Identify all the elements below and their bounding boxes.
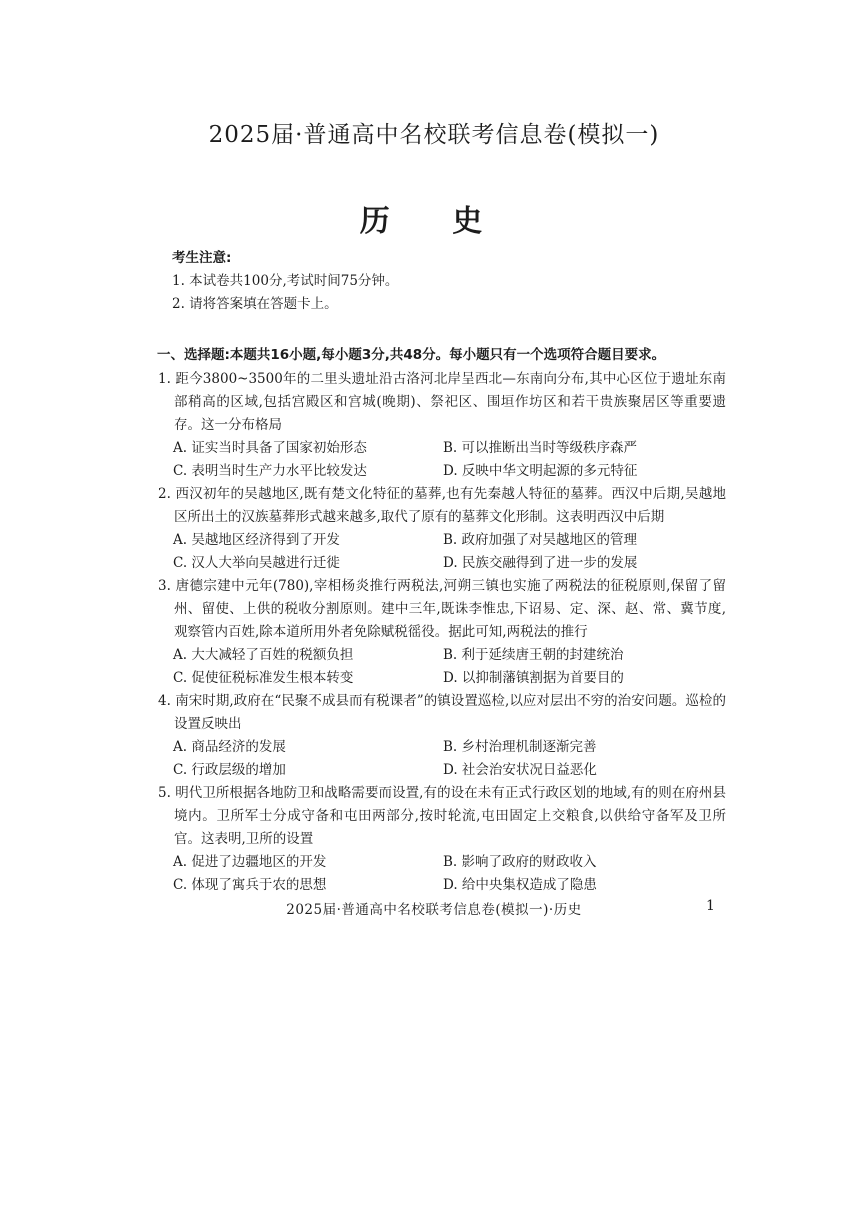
option-a: A. 吴越地区经济得到了开发: [173, 532, 340, 548]
option-d: D. 以抑制藩镇割据为首要目的: [443, 670, 624, 686]
notice-item: 1. 本试卷共100分,考试时间75分钟。: [172, 273, 399, 289]
option-b: B. 影响了政府的财政收入: [443, 854, 597, 870]
option-b: B. 政府加强了对吴越地区的管理: [443, 532, 638, 548]
question-stem: 1. 距今3800~3500年的二里头遗址沿古洛河北岸呈西北—东南向分布,其中心区位于遗址东南部稍高的区域,包括宫殿区和宫城(晚期)、祭祀区、围垣作坊区和若干贵族聚居区等重要遗存。这一分布格局: [158, 371, 726, 433]
page-footer: 2025届·普通高中名校联考信息卷(模拟一)·历史: [286, 902, 582, 918]
option-c: C. 表明当时生产力水平比较发达: [173, 463, 367, 479]
question-stem: 4. 南宋时期,政府在“民聚不成县而有税课者”的镇设置巡检,以应对层出不穷的治安问题。巡检的设置反映出: [158, 693, 726, 732]
option-c: C. 汉人大举向吴越进行迁徙: [173, 555, 340, 571]
notice-title: 考生注意:: [172, 250, 232, 266]
option-a: A. 商品经济的发展: [173, 739, 286, 755]
option-d: D. 社会治安状况日益恶化: [443, 762, 597, 778]
option-b: B. 乡村治理机制逐渐完善: [443, 739, 597, 755]
question-stem: 2. 西汉初年的吴越地区,既有楚文化特征的墓葬,也有先秦越人特征的墓葬。西汉中后期,吴越地区所出土的汉族墓葬形式越来越多,取代了原有的墓葬文化形制。这表明西汉中后期: [158, 486, 726, 525]
option-grid: [158, 644, 726, 690]
option-a: A. 证实当时具备了国家初始形态: [173, 440, 367, 456]
option-c: C. 促使征税标准发生根本转变: [173, 670, 354, 686]
question-stem: 3. 唐德宗建中元年(780),宰相杨炎推行两税法,河朔三镇也实施了两税法的征税原则,保留了留州、留使、上供的税收分割原则。建中三年,既诛李惟忠,下诏易、定、深、赵、常、冀节度,观察管内百姓,除本道所用外者免除赋税徭役。据此可知,两税法的推行: [158, 578, 726, 640]
option-a: A. 促进了边疆地区的开发: [173, 854, 327, 870]
question-2: [158, 483, 726, 575]
notice-item: 2. 请将答案填在答题卡上。: [172, 296, 338, 312]
option-a: A. 大大减轻了百姓的税额负担: [173, 647, 354, 663]
question-stem: 5. 明代卫所根据各地防卫和战略需要而设置,有的设在未有正式行政区划的地域,有的则在府州县境内。卫所军士分成守备和屯田两部分,按时轮流,屯田固定上交粮食,以供给守备军及卫所官。这表明,卫所的设置: [158, 785, 726, 847]
option-d: D. 反映中华文明起源的多元特征: [443, 463, 638, 479]
option-grid: [158, 851, 726, 897]
section-title: 一、选择题:本题共16小题,每小题3分,共48分。每小题只有一个选项符合题目要求。: [157, 347, 666, 363]
option-b: B. 利于延续唐王朝的封建统治: [443, 647, 624, 663]
option-c: C. 行政层级的增加: [173, 762, 286, 778]
option-grid: [158, 736, 726, 782]
option-b: B. 可以推断出当时等级秩序森严: [443, 440, 638, 456]
question-5: [158, 782, 726, 897]
question-1: [158, 368, 726, 483]
notice-block: [172, 247, 398, 316]
question-list: [158, 368, 726, 897]
option-grid: [158, 437, 726, 483]
option-d: D. 给中央集权造成了隐患: [443, 877, 597, 893]
subject-title: 历 史: [359, 204, 509, 239]
option-d: D. 民族交融得到了进一步的发展: [443, 555, 638, 571]
option-grid: [158, 529, 726, 575]
exam-title: 2025届·普通高中名校联考信息卷(模拟一): [208, 122, 660, 148]
question-3: [158, 575, 726, 690]
page-number: 1: [706, 898, 715, 914]
option-c: C. 体现了寓兵于农的思想: [173, 877, 327, 893]
question-4: [158, 690, 726, 782]
